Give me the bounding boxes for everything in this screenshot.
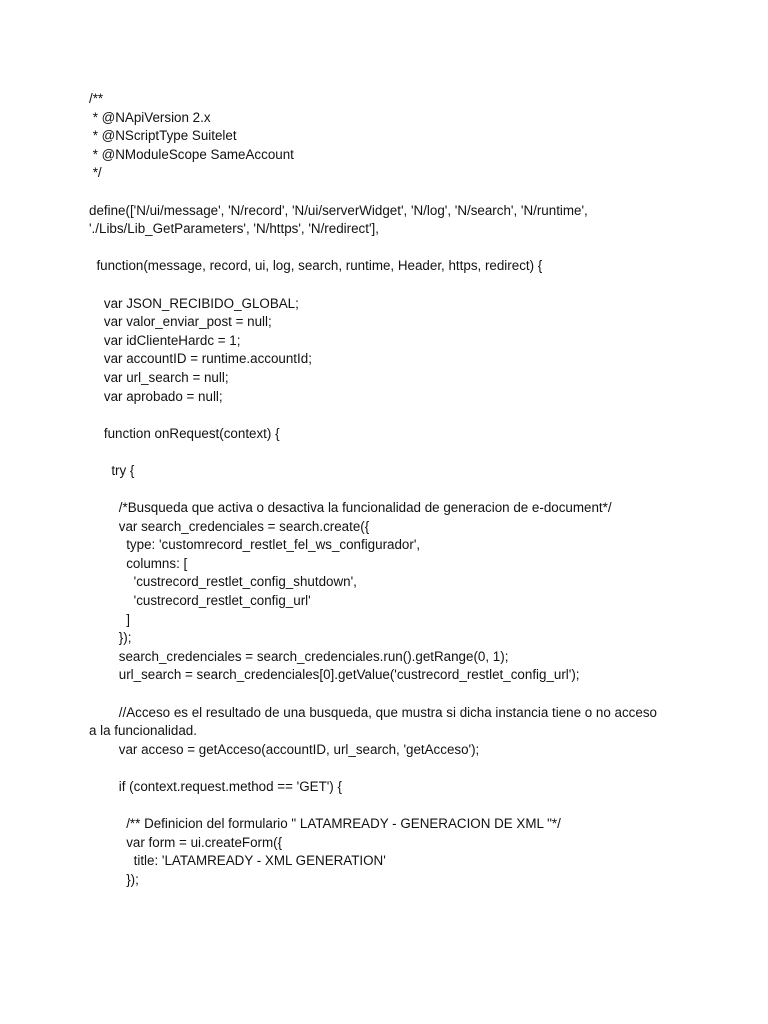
code-line: url_search = search_credenciales[0].getValue('custrecord_restlet_config_url'); — [89, 667, 580, 683]
code-line: function onRequest(context) { — [89, 425, 280, 441]
code-line: */ — [89, 165, 102, 181]
code-line: var accountID = runtime.accountId; — [89, 351, 312, 367]
code-line: /** Definicion del formulario " LATAMREADY - GENERACION DE XML "*/ — [89, 816, 561, 832]
code-line: * @NApiVersion 2.x — [89, 109, 211, 125]
code-line: }); — [89, 871, 139, 887]
code-line: var aprobado = null; — [89, 388, 223, 404]
code-line: 'custrecord_restlet_config_url' — [89, 593, 311, 609]
code-line: ] — [89, 611, 130, 627]
code-line: try { — [89, 462, 135, 478]
blank-line — [89, 480, 729, 499]
blank-line — [89, 183, 729, 202]
code-line: columns: [ — [89, 555, 188, 571]
code-line: function(message, record, ui, log, search, runtime, Header, https, redirect) { — [89, 258, 543, 274]
code-line: var form = ui.createForm({ — [89, 834, 283, 850]
blank-line — [89, 443, 729, 462]
code-line: 'custrecord_restlet_config_shutdown', — [89, 574, 357, 590]
blank-line — [89, 406, 729, 425]
code-line: var valor_enviar_post = null; — [89, 314, 272, 330]
blank-line — [89, 797, 729, 816]
code-line: var url_search = null; — [89, 369, 229, 385]
code-line: './Libs/Lib_GetParameters', 'N/https', 'N/redirect'], — [89, 221, 379, 237]
code-line: if (context.request.method == 'GET') { — [89, 778, 342, 794]
code-line: type: 'customrecord_restlet_fel_ws_configurador', — [89, 537, 421, 553]
code-line: var search_credenciales = search.create({ — [89, 518, 370, 534]
code-line: search_credenciales = search_credenciales.run().getRange(0, 1); — [89, 648, 509, 664]
code-line: var acceso = getAcceso(accountID, url_search, 'getAcceso'); — [89, 741, 480, 757]
code-line: * @NScriptType Suitelet — [89, 128, 237, 144]
code-line: var JSON_RECIBIDO_GLOBAL; — [89, 295, 299, 311]
blank-line — [89, 685, 729, 704]
code-line: /** — [89, 91, 104, 106]
blank-line — [89, 759, 729, 778]
code-line: }); — [89, 630, 132, 646]
code-line: * @NModuleScope SameAccount — [89, 146, 294, 162]
code-line: a la funcionalidad. — [89, 723, 197, 739]
blank-line — [89, 276, 729, 295]
code-line: title: 'LATAMREADY - XML GENERATION' — [89, 853, 386, 869]
code-listing — [89, 90, 729, 890]
code-line: /*Busqueda que activa o desactiva la funcionalidad de generacion de e-document*/ — [89, 500, 612, 516]
code-line: //Acceso es el resultado de una busqueda, que mustra si dicha instancia tiene o no acceso — [89, 704, 657, 720]
code-line: define(['N/ui/message', 'N/record', 'N/ui/serverWidget', 'N/log', 'N/search', 'N/runtime', — [89, 202, 588, 218]
code-line: var idClienteHardc = 1; — [89, 332, 241, 348]
blank-line — [89, 239, 729, 258]
